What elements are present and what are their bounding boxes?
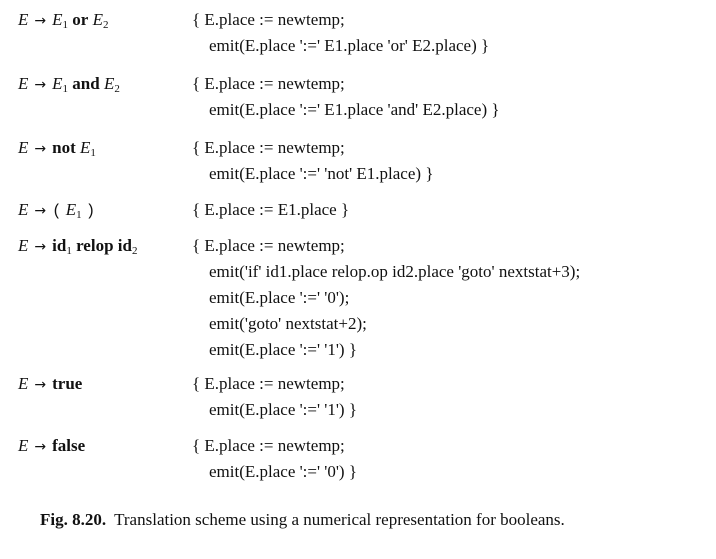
operator-keyword: and: [72, 74, 100, 93]
operator-keyword: or: [72, 10, 89, 29]
nonterminal-e1: E: [52, 74, 63, 93]
action-line: [192, 434, 345, 458]
production-lhs: E: [18, 374, 29, 393]
action-text: emit('goto' nextstat+2);: [209, 314, 367, 333]
action-line: [209, 460, 357, 484]
operator-keyword: relop: [76, 236, 114, 255]
action-text: E.place := newtemp;: [204, 10, 345, 29]
open-brace: {: [192, 74, 201, 93]
nonterminal-e1: E: [52, 10, 63, 29]
action-line: [209, 286, 349, 310]
action-line: [192, 198, 349, 222]
nonterminal-e1: E: [65, 200, 77, 219]
arrow-icon: →: [34, 77, 47, 93]
subscript: 2: [114, 83, 120, 95]
token-id2: id: [117, 236, 132, 255]
action-text: E.place := E1.place: [204, 200, 337, 219]
production-or: [18, 8, 108, 33]
production-lhs: E: [18, 138, 29, 157]
action-text: E.place := newtemp;: [204, 74, 345, 93]
nonterminal-e2: E: [103, 74, 115, 93]
action-text: emit('if' id1.place relop.op id2.place 'goto' nextstat+3);: [209, 262, 581, 281]
action-text: E.place := newtemp;: [204, 436, 345, 455]
subscript: 1: [62, 83, 69, 95]
arrow-icon: →: [34, 141, 47, 157]
action-text: emit(E.place ':=' '1'): [209, 340, 345, 359]
operator-keyword: true: [52, 374, 83, 393]
close-brace: }: [348, 462, 358, 481]
action-line: [209, 260, 580, 284]
open-brace: {: [192, 10, 201, 29]
right-paren: ): [85, 202, 96, 220]
open-brace: {: [192, 200, 201, 219]
action-line: [192, 8, 345, 32]
action-text: E.place := newtemp;: [204, 236, 345, 255]
nonterminal-e2: E: [92, 10, 103, 29]
action-line: [209, 34, 489, 58]
arrow-icon: →: [34, 203, 47, 219]
arrow-icon: →: [34, 13, 47, 29]
action-text: E.place := newtemp;: [204, 138, 345, 157]
close-brace: }: [491, 100, 500, 119]
subscript: 2: [102, 19, 109, 31]
action-text: emit(E.place ':=' '0');: [209, 288, 350, 307]
action-line: [209, 338, 357, 362]
action-line: [192, 234, 345, 258]
action-text: emit(E.place ':=' '0'): [209, 462, 345, 481]
action-line: [192, 136, 345, 160]
action-text: emit(E.place ':=' 'not' E1.place): [209, 164, 422, 183]
action-line: [209, 162, 433, 186]
token-id1: id: [52, 236, 67, 255]
arrow-icon: →: [34, 439, 47, 455]
figure-caption-text: Translation scheme using a numerical representation for booleans.: [114, 510, 565, 529]
action-line: [209, 98, 500, 122]
action-text: E.place := newtemp;: [204, 374, 345, 393]
close-brace: }: [425, 164, 434, 183]
nonterminal-e1: E: [80, 138, 91, 157]
close-brace: }: [340, 200, 350, 219]
operator-keyword: false: [52, 436, 86, 455]
production-relop: [18, 234, 137, 259]
production-paren: [18, 198, 95, 223]
open-brace: {: [192, 374, 201, 393]
open-brace: {: [192, 436, 201, 455]
close-brace: }: [481, 36, 490, 55]
production-lhs: E: [18, 200, 29, 219]
production-lhs: E: [18, 10, 29, 29]
production-lhs: E: [18, 436, 29, 455]
action-line: [192, 372, 345, 396]
production-lhs: E: [18, 74, 29, 93]
production-false: [18, 434, 85, 459]
open-brace: {: [192, 138, 201, 157]
production-lhs: E: [18, 236, 29, 255]
subscript: 1: [62, 19, 69, 31]
figure-caption: [40, 510, 565, 530]
subscript: 1: [76, 209, 82, 221]
open-brace: {: [192, 236, 201, 255]
subscript: 1: [90, 147, 96, 159]
production-true: [18, 372, 82, 397]
left-paren: (: [52, 202, 62, 220]
subscript: 1: [66, 245, 72, 257]
subscript: 2: [131, 245, 138, 257]
production-and: [18, 72, 120, 97]
operator-keyword: not: [52, 138, 76, 157]
action-text: emit(E.place ':=' E1.place 'and' E2.place): [209, 100, 488, 119]
action-line: [209, 398, 357, 422]
action-line: [209, 312, 367, 336]
close-brace: }: [348, 400, 358, 419]
close-brace: }: [348, 340, 358, 359]
arrow-icon: →: [34, 377, 47, 393]
arrow-icon: →: [34, 239, 47, 255]
action-text: emit(E.place ':=' E1.place 'or' E2.place): [209, 36, 477, 55]
production-not: [18, 136, 96, 161]
action-text: emit(E.place ':=' '1'): [209, 400, 345, 419]
figure-label: Fig. 8.20.: [40, 510, 107, 529]
action-line: [192, 72, 345, 96]
